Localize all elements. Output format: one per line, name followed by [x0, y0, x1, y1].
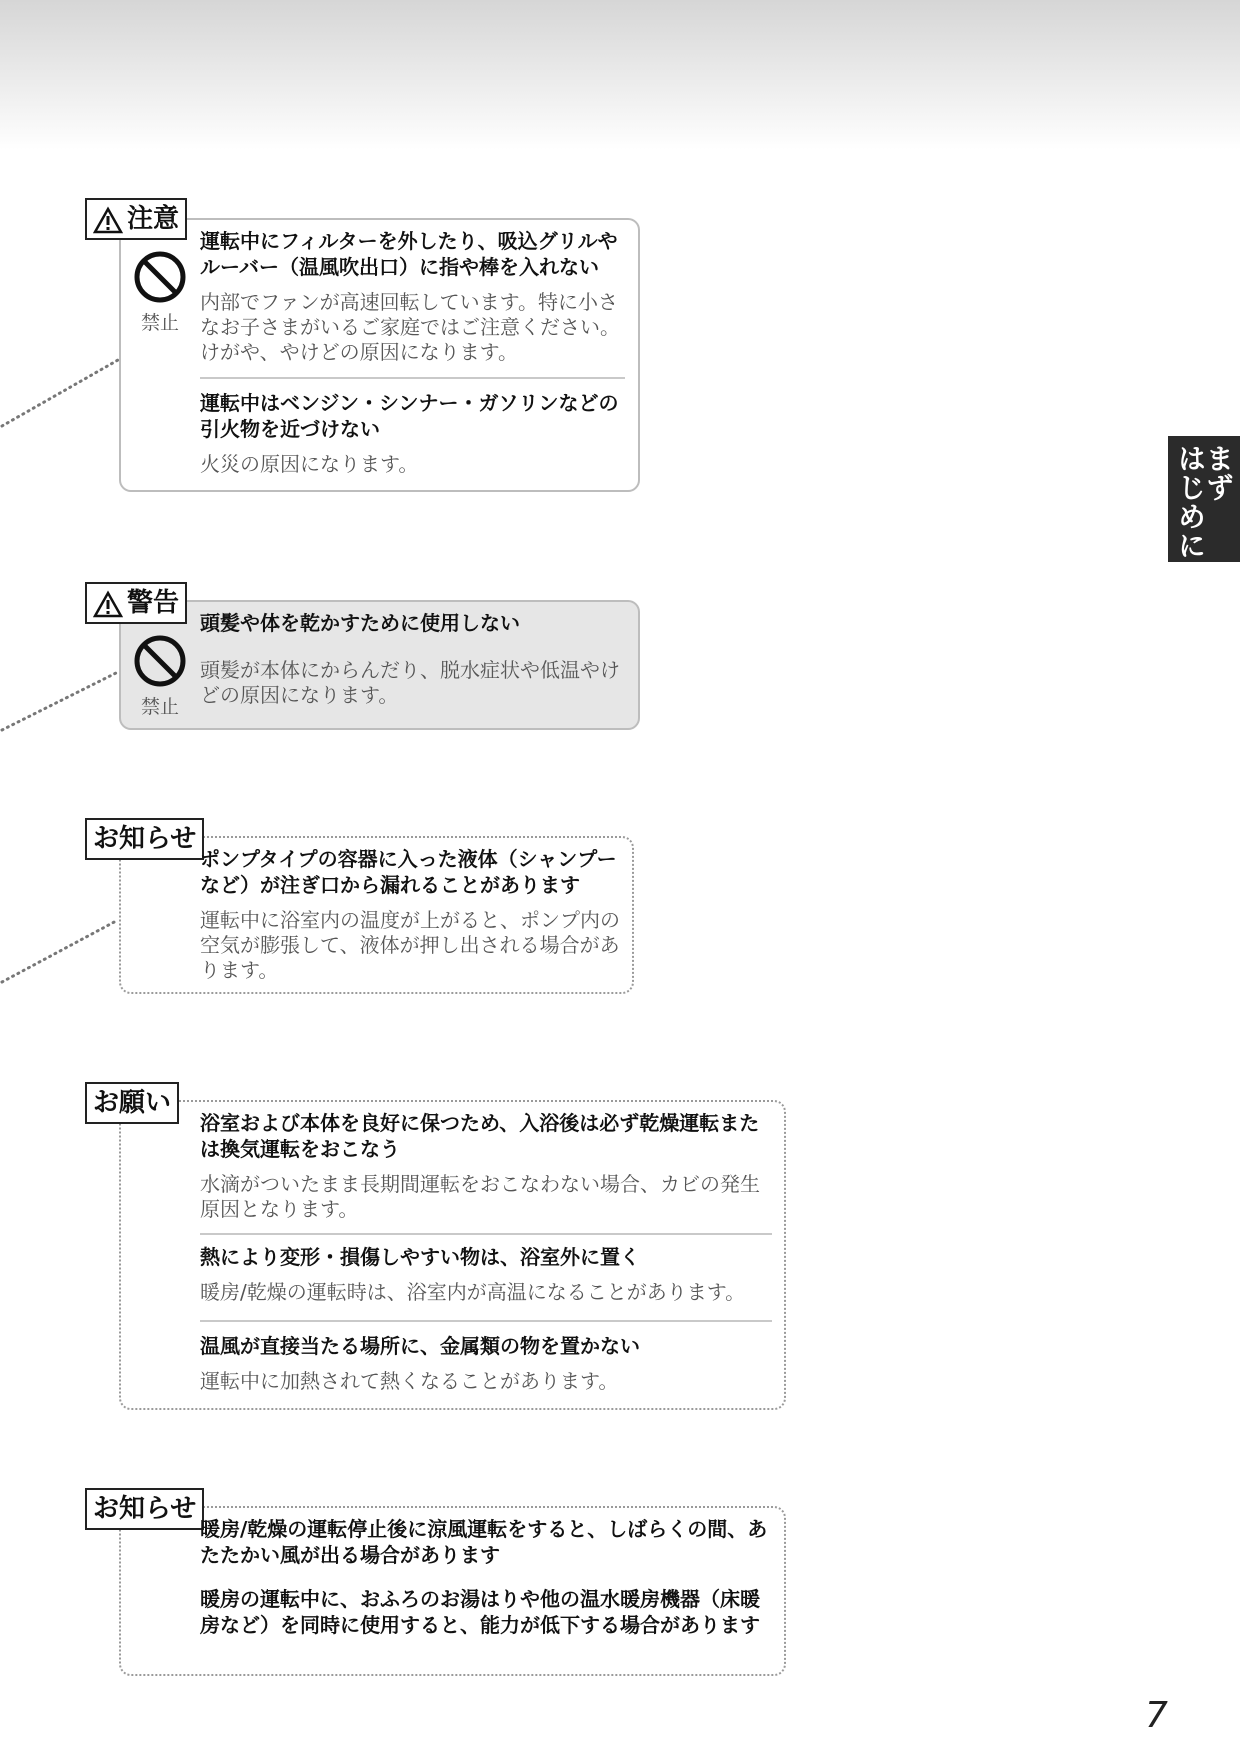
prohibited-label: 禁止 — [140, 696, 179, 718]
caution-item-2-heading: 運転中はベンジン・シンナー・ガソリンなどの引火物を近づけない — [200, 391, 619, 441]
notice-label-1 — [85, 818, 204, 860]
header-gradient-band — [0, 0, 1240, 150]
notice-label-1-text: お知らせ — [93, 824, 197, 854]
caution-item-2 — [200, 390, 630, 477]
notice-2-item-1-heading: 暖房/乾燥の運転停止後に涼風運転をすると、しばらくの間、あたたかい風が出る場合があります — [200, 1517, 768, 1567]
page-number: 7 — [1145, 1695, 1168, 1736]
section-tab-text-1: まず — [1202, 444, 1235, 502]
caution-item-1-heading: 運転中にフィルターを外したり、吸込グリルやルーバー（温風吹出口）に指や棒を入れない — [200, 229, 618, 279]
warning-item-1-heading: 頭髪や体を乾かすために使用しない — [200, 611, 520, 635]
warning-label — [85, 582, 187, 624]
request-item-3-body: 運転中に加熱されて熱くなることがあります。 — [200, 1369, 619, 1393]
leader-line-caution — [0, 350, 130, 430]
notice-2-item-2-heading: 暖房の運転中に、おふろのお湯はりや他の温水暖房機器（床暖房など）を同時に使用すると、能力が低下する場合があります — [200, 1587, 760, 1637]
request-label — [85, 1082, 179, 1124]
leader-line-warning — [0, 660, 130, 740]
caution-label — [85, 198, 187, 240]
prohibited-icon — [133, 250, 187, 304]
warning-triangle-icon — [93, 206, 123, 234]
warning-item-1 — [200, 610, 630, 708]
caution-item-1 — [200, 228, 630, 365]
notice-2-item-1 — [200, 1516, 775, 1568]
request-item-2-body: 暖房/乾燥の運転時は、浴室内が高温になることがあります。 — [200, 1280, 746, 1304]
notice-label-2-text: お知らせ — [93, 1494, 197, 1524]
divider — [200, 377, 625, 379]
leader-line-notice — [0, 910, 130, 990]
request-item-3 — [200, 1333, 775, 1394]
notice-1-item-1 — [200, 846, 630, 983]
request-item-2-heading: 熱により変形・損傷しやすい物は、浴室外に置く — [200, 1245, 640, 1269]
caution-item-2-body: 火災の原因になります。 — [200, 452, 419, 476]
request-label-text: お願い — [93, 1088, 172, 1118]
caution-item-1-body: 内部でファンが高速回転しています。特に小さなお子さまがいるご家庭ではご注意ください。けがや、やけどの原因になります。 — [200, 290, 620, 364]
notice-label-2 — [85, 1488, 204, 1530]
divider — [200, 1233, 772, 1235]
warning-item-1-body: 頭髪が本体にからんだり、脱水症状や低温やけどの原因になります。 — [200, 658, 620, 707]
caution-label-text: 注意 — [127, 204, 180, 234]
request-item-1-body: 水滴がついたまま長期間運転をおこなわない場合、カビの発生原因となります。 — [200, 1172, 760, 1221]
notice-1-item-1-body: 運転中に浴室内の温度が上がると、ポンプ内の空気が膨張して、液体が押し出される場合があります。 — [200, 908, 620, 982]
divider — [200, 1320, 772, 1322]
notice-2-item-2 — [200, 1586, 775, 1638]
request-item-1-heading: 浴室および本体を良好に保つため、入浴後は必ず乾燥運転または換気運転をおこなう — [200, 1111, 760, 1161]
request-item-1 — [200, 1110, 775, 1222]
request-item-2 — [200, 1244, 775, 1305]
section-tab — [1168, 436, 1240, 562]
warning-triangle-icon — [93, 590, 123, 618]
prohibited-label: 禁止 — [140, 312, 179, 334]
request-item-3-heading: 温風が直接当たる場所に、金属類の物を置かない — [200, 1334, 640, 1358]
notice-1-item-1-heading: ポンプタイプの容器に入った液体（シャンプーなど）が注ぎ口から漏れることがあります — [200, 847, 617, 897]
section-tab-text-2: はじめに — [1174, 444, 1207, 560]
prohibited-icon — [133, 634, 187, 688]
warning-label-text: 警告 — [127, 588, 180, 618]
